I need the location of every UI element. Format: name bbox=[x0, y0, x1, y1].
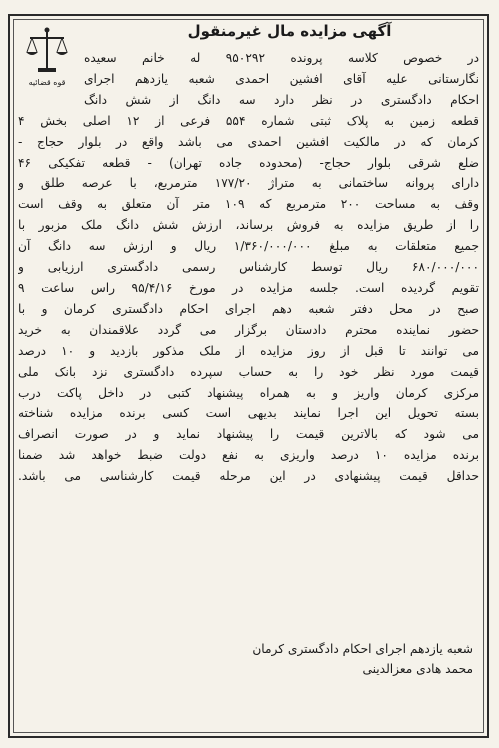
notice-body bbox=[18, 48, 479, 487]
notice-line: را از طریق مزایده به فروش برساند، ارزش شش دانگ ملک مزبور با bbox=[18, 218, 479, 233]
notice-line: ۶۸۰/۰۰۰/۰۰۰ ریال توسط کارشناس رسمی دادگستری ارزیابی و bbox=[18, 260, 479, 275]
notice-line: بسته تحویل این اجرا نمایند بدیهی است کسی برنده مزایده شناخته bbox=[18, 406, 479, 421]
notice-line: برنده مزایده ۱۰ درصد واریزی به نفع دولت ضبط خواهد شد ضمنا bbox=[18, 448, 479, 463]
notice-line: در خصوص کلاسه پرونده ۹۵۰۲۹۲ له خانم سعیده bbox=[84, 51, 479, 65]
notice-line: نگارستانی علیه آقای افشین احمدی شعبه یازدهم اجرای bbox=[84, 71, 479, 86]
notice-line: قیمت مورد نظر خود را به حساب سپرده دادگستری نزد بانک ملی bbox=[18, 364, 479, 379]
notice-line: حضور نماینده محترم دادستان برگزار می گردد علاقمندان به خرید bbox=[18, 322, 479, 337]
notice-line: جمیع متعلقات به مبلغ ۱/۳۶۰/۰۰۰/۰۰۰ ریال و ارزش سه دانگ آن bbox=[18, 239, 479, 254]
notice-line: دارای پروانه ساختمانی به متراژ ۱۷۷/۲۰ مترمربع، با عرصه طلق و bbox=[18, 176, 479, 191]
emblem-label: قوه قضائیه bbox=[28, 78, 66, 87]
notice-line: صبح در محل دفتر شعبه دهم اجرای احکام دادگستری کرمان و با bbox=[18, 301, 479, 316]
notice-line: کرمان که در مالکیت افشین احمدی می باشد واقع در بلوار حجاج - bbox=[18, 134, 479, 149]
notice-line: قطعه زمین به پلاک ثبتی شماره ۵۵۴ فرعی از ۱۲ اصلی بخش ۴ bbox=[18, 113, 479, 128]
notice-line: وقف به مساحت ۲۰۰ مترمربع که ۱۰۹ متر آن متعلق به وقف است bbox=[18, 197, 479, 212]
notice-line: حداقل قیمت پیشنهادی در این مرحله قیمت کارشناسی می باشد. bbox=[18, 469, 479, 484]
notice-line: می توانند تا قبل از روز مزایده از ملک مذکور بازدید و ۱۰ درصد bbox=[18, 343, 479, 358]
notice-line: احکام دادگستری در نظر دارد سه دانگ از شش دانگ bbox=[84, 92, 479, 107]
signature-office: شعبه یازدهم اجرای احکام دادگستری کرمان bbox=[252, 642, 473, 656]
notice-line: تقویم گردیده است. جلسه مزایده در مورخ ۹۵/۴/۱۶ راس ساعت ۹ bbox=[18, 280, 479, 295]
signature-name: محمد هادی معزالدینی bbox=[362, 662, 473, 676]
notice-line: می شود که بالاترین قیمت را پیشنهاد نماید و در صورت انصراف bbox=[18, 427, 479, 442]
notice-line: مرکزی کرمان واریز و به همراه پیشنهاد کتبی در داخل پاکت درب bbox=[18, 385, 479, 400]
notice-line: ضلع شرقی بلوار حجاج- (محدوده جاده تهران) - قطعه تفکیکی ۴۶ bbox=[18, 155, 479, 170]
notice-title: آگهی مزایده مال غیرمنقول bbox=[187, 22, 392, 40]
